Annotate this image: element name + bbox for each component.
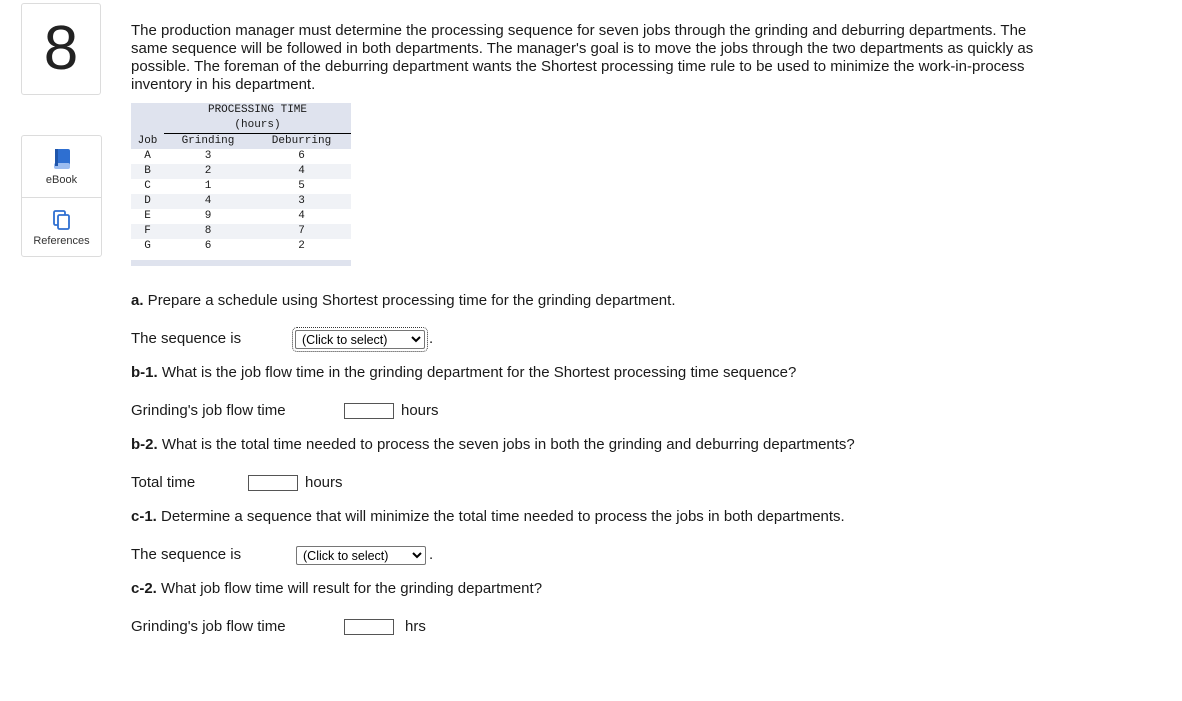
- cell-grinding: 3: [204, 150, 212, 162]
- col-header-deburring: Deburring: [252, 134, 351, 150]
- references-label: References: [33, 235, 90, 247]
- table-header-spacer: [131, 103, 164, 134]
- cell-grinding: 1: [204, 180, 212, 192]
- cell-deburring: 7: [252, 224, 351, 239]
- part-a-sequence-select[interactable]: [295, 330, 425, 349]
- cell-deburring: 4: [252, 164, 351, 179]
- part-c1-period: .: [429, 546, 434, 563]
- book-icon: [52, 148, 72, 170]
- part-b2-question: b-2. What is the total time needed to process the seven jobs in both the grinding and deburring departments?: [131, 436, 855, 453]
- cell-grinding: 6: [204, 240, 212, 252]
- table-title: PROCESSING TIME (hours): [164, 103, 351, 134]
- cell-grinding: 2: [164, 164, 252, 179]
- table-row: [131, 179, 351, 194]
- cell-job: F: [131, 224, 164, 239]
- part-c2-answer-row: [131, 616, 1061, 638]
- part-b1-question: b-1. What is the job flow time in the grinding department for the Shortest processing time sequence?: [131, 364, 797, 381]
- part-b1-unit: hours: [401, 402, 439, 419]
- cell-deburring: 5: [298, 180, 305, 192]
- part-b2-answer-label: Total time: [131, 474, 196, 491]
- cell-grinding: 4: [164, 194, 252, 209]
- processing-time-table: [131, 103, 351, 266]
- cell-job: E: [144, 210, 151, 222]
- copy-pages-icon: [52, 209, 72, 231]
- cell-grinding: 8: [164, 224, 252, 239]
- cell-job: B: [131, 164, 164, 179]
- cell-deburring: 2: [298, 240, 305, 252]
- part-a-answer-row: [131, 328, 1061, 350]
- cell-deburring: 4: [298, 210, 305, 222]
- cell-job: A: [144, 150, 151, 162]
- part-b1-answer-label: Grinding's job flow time: [131, 402, 286, 419]
- table-row: [131, 149, 351, 164]
- cell-job: D: [131, 194, 164, 209]
- part-a-question: a. Prepare a schedule using Shortest processing time for the grinding department.: [131, 292, 676, 309]
- cell-job: G: [144, 240, 151, 252]
- cell-deburring: 3: [252, 194, 351, 209]
- table-row: [131, 224, 351, 239]
- cell-job: C: [144, 180, 151, 192]
- ebook-label: eBook: [45, 173, 78, 186]
- part-c1-answer-row: [131, 544, 1061, 566]
- tools-panel: [21, 135, 102, 257]
- part-b2-unit: hours: [305, 474, 343, 491]
- part-c1-sequence-select[interactable]: [296, 546, 426, 565]
- table-row: [131, 239, 351, 254]
- ebook-button[interactable]: [22, 136, 101, 197]
- part-c2-answer-label: Grinding's job flow time: [131, 618, 286, 635]
- question-content: [131, 22, 1061, 638]
- part-c2-unit: hrs: [405, 618, 426, 635]
- part-c1-question: c-1. Determine a sequence that will minimize the total time needed to process the jobs in both departments.: [131, 508, 845, 525]
- part-c2-question: c-2. What job flow time will result for the grinding department?: [131, 580, 543, 597]
- question-number: 8: [21, 3, 101, 95]
- part-c2-flow-time-input[interactable]: [344, 619, 394, 635]
- part-a-period: .: [429, 330, 434, 347]
- cell-deburring: 6: [298, 150, 305, 162]
- part-b2-answer-row: [131, 472, 1061, 494]
- part-b1-answer-row: [131, 400, 1061, 422]
- part-b1-flow-time-input[interactable]: [344, 403, 394, 419]
- cell-grinding: 9: [204, 210, 212, 222]
- part-c1-answer-label: The sequence is: [131, 546, 242, 563]
- part-a-answer-label: The sequence is: [131, 330, 242, 347]
- table-row: [131, 164, 351, 179]
- table-row: [131, 194, 351, 209]
- col-header-job: Job: [131, 134, 164, 150]
- problem-statement: The production manager must determine the processing sequence for seven jobs through the grinding and deburring departments. The same sequence will be followed in both departments. The manager's goal is to move the jobs through the two departments as quickly as possible. The foreman of the deburring department wants the Shortest processing time rule to be used to minimize the work-in-process inventory in his department.: [131, 22, 1034, 93]
- references-button[interactable]: [22, 197, 101, 258]
- col-header-grinding: Grinding: [164, 134, 252, 150]
- table-row: [131, 209, 351, 224]
- part-b2-total-time-input[interactable]: [248, 475, 298, 491]
